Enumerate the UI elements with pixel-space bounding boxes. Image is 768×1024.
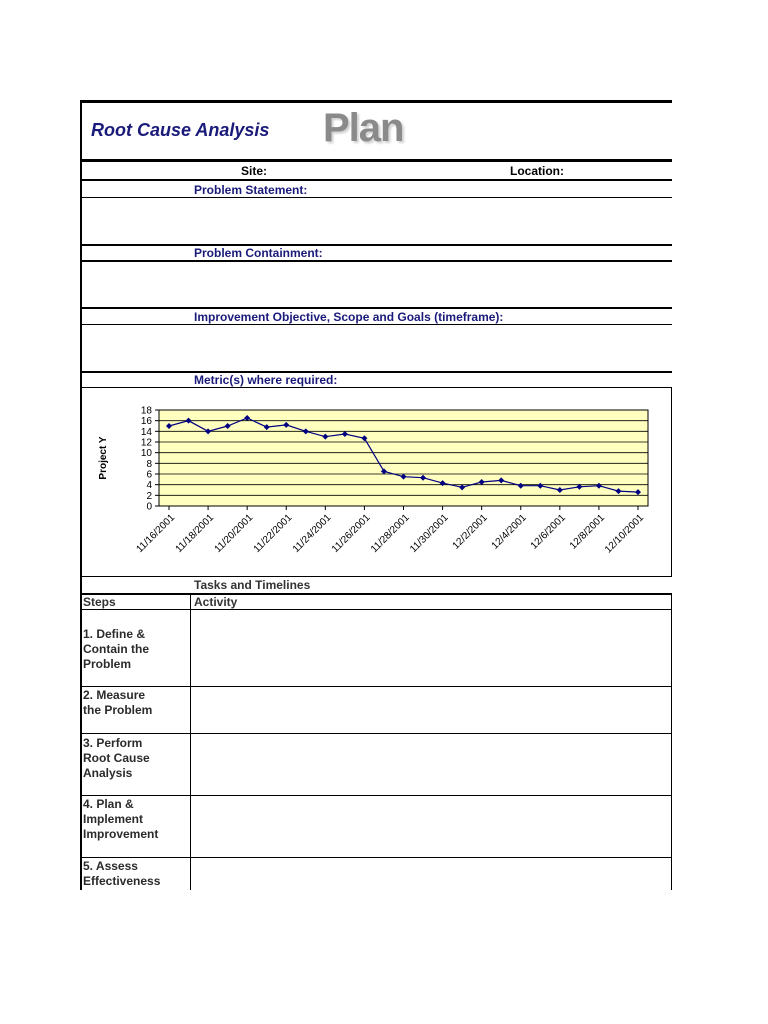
- step-4-activity[interactable]: [191, 796, 671, 857]
- y-tick-label: 6: [146, 469, 152, 481]
- x-tick-label: 12/6/2001: [528, 512, 568, 552]
- x-tick-label: 11/30/2001: [408, 512, 451, 555]
- step-1-line-3: Problem: [83, 657, 132, 671]
- x-tick-label: 11/28/2001: [368, 512, 412, 555]
- step-3-line-3: Analysis: [83, 766, 133, 780]
- y-tick-label: 12: [140, 437, 152, 449]
- step-4-line-1: 4. Plan &: [83, 797, 134, 811]
- page-title: Root Cause Analysis: [91, 120, 270, 140]
- step-3-line-1: 3. Perform: [83, 736, 143, 750]
- y-tick-label: 0: [146, 501, 152, 513]
- steps-column-header: Steps: [83, 595, 116, 609]
- step-2: [83, 688, 152, 718]
- problem-statement-field[interactable]: [82, 198, 672, 244]
- location-label: Location:: [510, 164, 564, 178]
- metrics-label: Metric(s) where required:: [194, 373, 338, 387]
- metrics-chart: [82, 388, 672, 576]
- step-5-line-1: 5. Assess: [83, 859, 138, 873]
- top-border: [80, 100, 672, 103]
- y-tick-label: 18: [140, 405, 152, 417]
- improvement-objective-bottom: [80, 371, 672, 373]
- x-tick-label: 11/16/2001: [134, 512, 178, 555]
- y-tick-label: 16: [140, 416, 152, 428]
- step-5-activity[interactable]: [191, 858, 671, 890]
- site-label: Site:: [241, 164, 268, 178]
- tasks-right-border: [671, 594, 672, 890]
- header-divider: [80, 159, 672, 162]
- y-tick-label: 8: [146, 458, 152, 470]
- x-tick-label: 12/2/2001: [450, 512, 490, 552]
- problem-statement-label: Problem Statement:: [194, 183, 308, 197]
- x-tick-label: 11/18/2001: [173, 512, 217, 555]
- step-2-line-2: the Problem: [83, 703, 153, 717]
- step-3: [83, 736, 150, 781]
- y-tick-label: 14: [140, 426, 152, 438]
- y-tick-label: 10: [140, 448, 152, 460]
- step-4: [83, 797, 158, 842]
- step-1-line-2: Contain the: [83, 642, 149, 656]
- x-tick-label: 11/20/2001: [212, 512, 256, 555]
- improvement-objective-field[interactable]: [82, 325, 672, 371]
- problem-containment-label: Problem Containment:: [194, 246, 323, 260]
- plan-logo: Plan: [323, 106, 404, 150]
- x-tick-label: 12/4/2001: [489, 512, 529, 552]
- x-tick-label: 11/24/2001: [290, 512, 334, 555]
- step-1-line-1: 1. Define &: [83, 627, 146, 641]
- x-tick-label: 12/10/2001: [602, 512, 647, 556]
- step-3-line-2: Root Cause: [83, 751, 150, 765]
- problem-containment-bottom: [80, 307, 672, 309]
- chart-bottom-border: [80, 576, 672, 577]
- x-tick-label: 12/8/2001: [567, 512, 608, 552]
- tasks-heading: Tasks and Timelines: [194, 578, 311, 592]
- tasks-heading-divider: [80, 593, 672, 595]
- site-row-divider: [80, 179, 672, 181]
- y-tick-label: 2: [146, 490, 152, 502]
- step-2-line-1: 2. Measure: [83, 688, 146, 702]
- y-tick-label: 4: [146, 480, 152, 492]
- improvement-objective-label: Improvement Objective, Scope and Goals (timeframe):: [194, 310, 504, 324]
- y-axis-label: Project Y: [98, 436, 109, 480]
- step-4-line-2: Implement: [83, 812, 144, 826]
- x-tick-label: 11/22/2001: [251, 512, 295, 555]
- step-1-activity[interactable]: [191, 610, 671, 686]
- step-2-activity[interactable]: [191, 687, 671, 733]
- problem-statement-bottom: [80, 244, 672, 246]
- step-1: [83, 627, 149, 672]
- activity-column-header: Activity: [194, 595, 238, 609]
- step-3-activity[interactable]: [191, 734, 671, 795]
- x-tick-label: 11/26/2001: [329, 512, 373, 555]
- step-5-line-2: Effectiveness: [83, 874, 161, 888]
- problem-containment-field[interactable]: [82, 262, 672, 307]
- chart-right-border: [671, 388, 672, 576]
- step-4-line-3: Improvement: [83, 827, 159, 841]
- step-5: [83, 859, 160, 889]
